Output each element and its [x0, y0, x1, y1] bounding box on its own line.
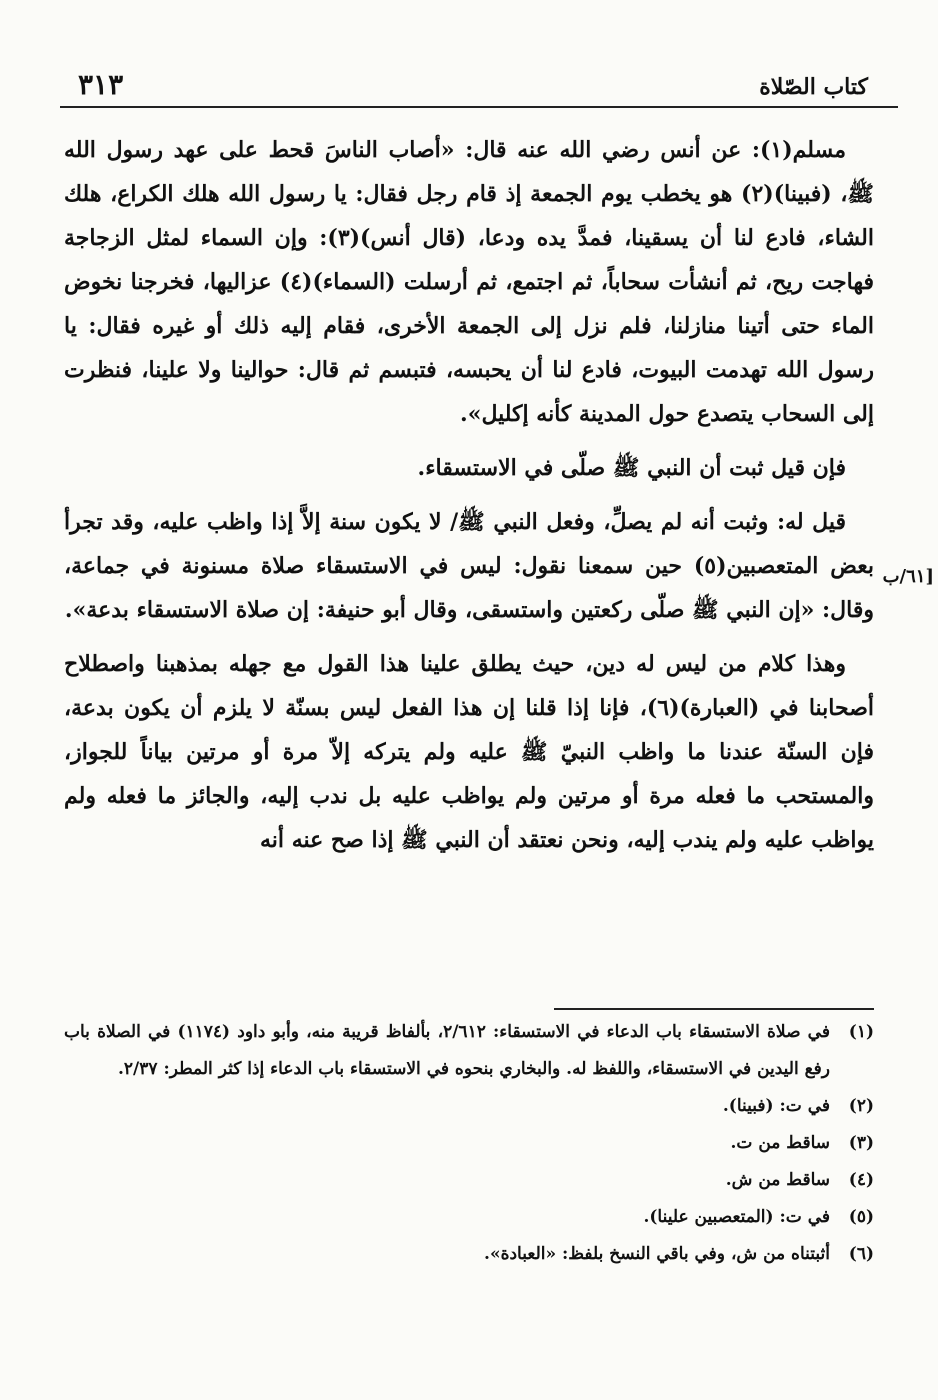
footnote-number: (١)	[848, 1022, 874, 1042]
footnote	[64, 1125, 874, 1162]
footnote-text: في ت: (المتعصبين علينا).	[643, 1207, 830, 1227]
footnote-text: أثبتناه من ش، وفي باقي النسخ بلفظ: «العبادة».	[484, 1244, 830, 1264]
footnote-text: في صلاة الاستسقاء باب الدعاء في الاستسقاء: ٢/٦١٢، بألفاظ قريبة منه، وأبو داود (١١٧٤) في الصلاة باب رفع اليدين في الاستسقاء، واللفظ له. والبخاري بنحوه في الاستسقاء باب الدعاء إذا كثر المطر: ٢/٣٧.	[64, 1022, 830, 1079]
footnote-text: ساقط من ت.	[730, 1133, 830, 1153]
footnote-separator	[554, 1008, 874, 1010]
paragraph: مسلم(١): عن أنس رضي الله عنه قال: «أصاب الناسَ قحط على عهد رسول الله ﷺ، (فبينا)(٢) هو يخطب يوم الجمعة إذ قام رجل فقال: يا رسول الله هلك الكراع، هلك الشاء، فادع لنا أن يسقينا، فمدَّ يده ودعا، (قال أنس)(٣): وإن السماء لمثل الزجاجة فهاجت ريح، ثم أنشأت سحاباً، ثم اجتمع، ثم أرسلت (السماء)(٤) عزاليها، فخرجنا نخوض الماء حتى أتينا منازلنا، فلم نزل إلى الجمعة الأخرى، فقام إليه ذلك أو غيره فقال: يا رسول الله تهدمت البيوت، فادع لنا أن يحبسه، فتبسم ثم قال: حوالينا ولا علينا، فنظرت إلى السحاب يتصدع حول المدينة كأنه إكليل».	[64, 137, 875, 427]
main-text	[64, 128, 874, 862]
footnote-number: (٦)	[848, 1244, 874, 1264]
margin-note: [٦١/ب	[882, 566, 934, 587]
header-rule	[60, 106, 898, 108]
footnote-number: (٥)	[848, 1207, 874, 1227]
paragraph: فإن قيل ثبت أن النبي ﷺ صلّى في الاستسقاء.	[417, 455, 846, 481]
footnote	[64, 1162, 874, 1199]
footnote	[64, 1199, 874, 1236]
footnote-number: (٤)	[848, 1170, 874, 1190]
footnote-text: ساقط من ش.	[725, 1170, 830, 1190]
footnote-number: (٣)	[848, 1133, 874, 1153]
footnotes	[64, 1014, 874, 1273]
footnote	[64, 1236, 874, 1273]
page-number: ٣١٣	[78, 68, 124, 101]
footnote-number: (٢)	[848, 1096, 874, 1116]
page-header	[60, 60, 898, 108]
book-title: كتاب الصّلاة	[759, 74, 868, 100]
footnote	[64, 1014, 874, 1088]
paragraph: وهذا كلام من ليس له دين، حيث يطلق علينا هذا القول مع جهله بمذهبنا واصطلاح أصحابنا في (العبارة)(٦)، فإنا إذا قلنا إن هذا الفعل ليس بسنّة لا يلزم أن يكون بدعة، فإن السنّة عندنا ما واظب النبيّ ﷺ عليه ولم يتركه إلاّ مرة أو مرتين بياناً للجواز، والمستحب ما فعله مرة أو مرتين ولم يواظب عليه بل ندب إليه، والجائز ما فعله ولم يواظب عليه ولم يندب إليه، ونحن نعتقد أن النبي ﷺ إذا صح عنه أنه	[64, 651, 875, 853]
footnote	[64, 1088, 874, 1125]
footnote-text: في ت: (فبينا).	[722, 1096, 830, 1116]
paragraph: قيل له: وثبت أنه لم يصلِّ، وفعل النبي ﷺ/ لا يكون سنة إلاَّ إذا واظب عليه، وقد تجرأ بعض المتعصبين(٥) حين سمعنا نقول: ليس في الاستسقاء صلاة مسنونة في جماعة، وقال: «إن النبي ﷺ صلّى ركعتين واستسقى، وقال أبو حنيفة: إن صلاة الاستسقاء بدعة».	[64, 509, 874, 623]
